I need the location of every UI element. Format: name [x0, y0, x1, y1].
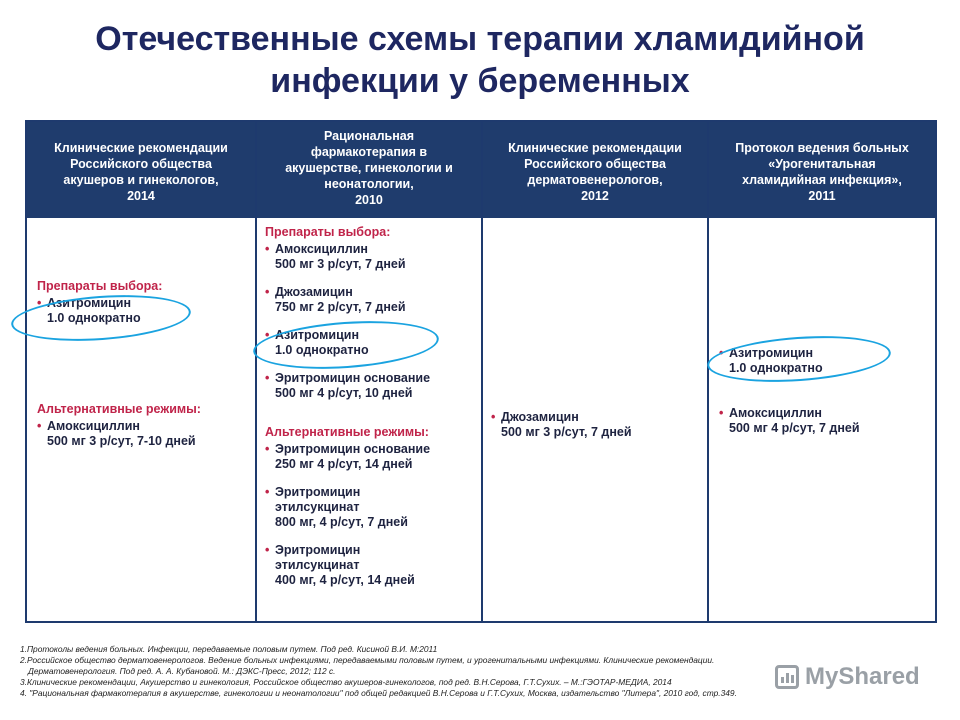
header-line: фармакотерапия в: [310, 145, 428, 159]
column-divider: [255, 122, 257, 621]
drug-item: [37, 419, 247, 449]
header-line: акушерстве, гинекологии и: [285, 161, 453, 175]
drug-name: • Азитромицин: [275, 328, 360, 342]
header-line: хламидийная инфекция»,: [742, 173, 902, 187]
drug-name: • Амоксициллин: [47, 419, 140, 433]
drug-name: • Азитромицин: [729, 346, 814, 360]
drug-dose: 1.0 однократно: [729, 361, 823, 375]
drug-name: • Амоксициллин: [275, 242, 368, 256]
column-divider: [707, 122, 709, 621]
header-line: 2010: [355, 193, 383, 207]
column-3-body: [491, 408, 703, 440]
drug-name: • Эритромицин: [275, 543, 361, 557]
drug-name: • Джозамицин: [275, 285, 353, 299]
header-line: Рациональная: [323, 129, 415, 143]
header-line: Российского общества: [70, 157, 212, 171]
drug-dose: 800 мг, 4 р/сут, 7 дней: [275, 515, 408, 529]
drug-dose: 500 мг 3 р/сут, 7 дней: [501, 425, 632, 439]
drug-dose: 750 мг 2 р/сут, 7 дней: [275, 300, 406, 314]
drug-item: [265, 371, 477, 401]
therapy-table: [25, 120, 937, 623]
drug-dose: 400 мг, 4 р/сут, 14 дней: [275, 573, 415, 587]
drug-dose: 1.0 однократно: [47, 311, 141, 325]
drug-item: [719, 406, 929, 436]
column-divider: [481, 122, 483, 621]
drug-item: [491, 410, 703, 440]
reference-line: 1.Протоколы ведения больных. Инфекции, передаваемые половым путем. Под ред. Кисиной В.И. М:2011: [20, 644, 438, 654]
drug-item: [265, 242, 477, 272]
column-2-body: [265, 225, 477, 588]
watermark-text: MyShared: [805, 663, 920, 690]
title-line-2: инфекции у беременных: [270, 62, 690, 100]
drug-dose: 250 мг 4 р/сут, 14 дней: [275, 457, 413, 471]
drug-name: • Эритромицин: [275, 485, 361, 499]
drug-name: • Азитромицин: [47, 296, 132, 310]
column-header-1: [27, 122, 255, 218]
header-line: дерматовенерологов,: [527, 173, 663, 187]
header-line: 2012: [581, 189, 609, 203]
drug-name: • Амоксициллин: [729, 406, 822, 420]
header-line: «Урогенитальная: [768, 157, 876, 171]
drug-dose: 500 мг 3 р/сут, 7 дней: [275, 257, 406, 271]
column-header-4: [709, 122, 935, 218]
reference-line: 2.Российское общество дерматовенерологов. Ведение больных инфекциями, передаваемыми половым путем, и урогенитальными инфекциями. Клинические рекомендации.: [20, 655, 715, 665]
reference-line: 4. "Рациональная фармакотерапия в акушерстве, гинекологии и неонатологии" под общей редакцией В.Н.Серова и Г.Т.Сухих, Москва, издательство "Литера", 2010 год, стр.349.: [20, 688, 737, 698]
header-line: 2011: [808, 189, 836, 203]
alt-label: Альтернативные режимы:: [265, 425, 429, 439]
drug-name: • Джозамицин: [501, 410, 579, 424]
drug-dose: 500 мг 4 р/сут, 10 дней: [275, 386, 413, 400]
title-line-1: Отечественные схемы терапии хламидийной: [95, 20, 865, 58]
drug-name: • Эритромицин основание: [275, 371, 431, 385]
alt-label: Альтернативные режимы:: [37, 402, 201, 416]
drug-item: [265, 485, 477, 530]
header-line: акушеров и гинекологов,: [63, 173, 219, 187]
column-header-2: [257, 122, 481, 218]
header-line: Клинические рекомендации: [54, 141, 228, 155]
drug-item: [265, 285, 477, 315]
reference-line: 3.Клинические рекомендации, Акушерство и гинекология, Российское общество акушеров-гинекологов, под ред. В.Н.Серова, Г.Т.Сухих. – М.:ГЭОТАР-МЕДИА, 2014: [20, 677, 672, 687]
reference-line: Дерматовенерология. Под ред. А. А. Кубановой. М.: ДЭКС-Пресс, 2012; 112 с.: [28, 666, 336, 676]
page-title: [0, 18, 960, 102]
choice-label: Препараты выбора:: [265, 225, 391, 239]
header-line: Протокол ведения больных: [735, 141, 909, 155]
header-line: Клинические рекомендации: [508, 141, 682, 155]
drug-dose: 500 мг 4 р/сут, 7 дней: [729, 421, 860, 435]
drug-name-2: этилсукцинат: [275, 500, 360, 514]
choice-label: Препараты выбора:: [37, 279, 163, 293]
drug-name: • Эритромицин основание: [275, 442, 431, 456]
chart-icon: [775, 665, 799, 689]
drug-item: [265, 442, 477, 472]
header-line: неонатологии,: [324, 177, 414, 191]
drug-dose: 500 мг 3 р/сут, 7-10 дней: [47, 434, 196, 448]
drug-dose: 1.0 однократно: [275, 343, 369, 357]
header-line: Российского общества: [524, 157, 666, 171]
watermark-logo: [775, 663, 920, 691]
drug-item: [265, 543, 477, 588]
header-line: 2014: [127, 189, 155, 203]
drug-name-2: этилсукцинат: [275, 558, 360, 572]
column-header-3: [483, 122, 707, 218]
